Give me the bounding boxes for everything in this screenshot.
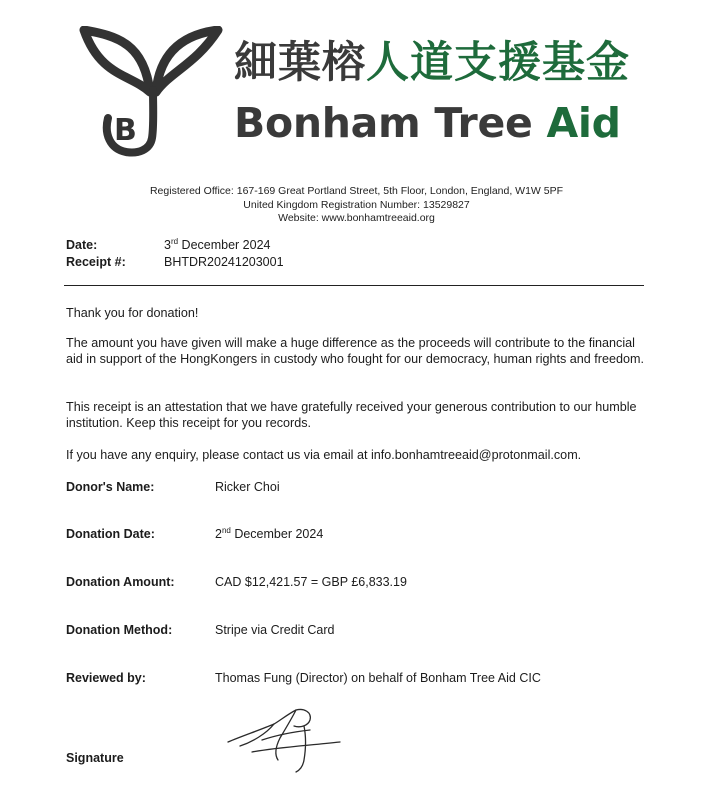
website: Website: www.bonhamtreeaid.org xyxy=(278,212,435,224)
divider xyxy=(64,285,644,286)
receipt-date-label: Date: xyxy=(66,238,98,252)
registration-info xyxy=(0,185,713,226)
reviewed-by-value: Thomas Fung (Director) on behalf of Bonham Tree Aid CIC xyxy=(215,671,541,685)
receipt-number-row xyxy=(66,255,284,270)
receipt-date-row xyxy=(66,238,271,253)
signature-label: Signature xyxy=(66,751,124,765)
impact-paragraph: The amount you have given will make a huge difference as the proceeds will contribute to the financial aid in support of the HongKongers in custody who fought for our democracy, human rights and freedom. xyxy=(66,336,645,367)
reviewed-by-label: Reviewed by: xyxy=(66,671,146,685)
donation-method-label: Donation Method: xyxy=(66,623,173,637)
org-name-chinese xyxy=(234,38,630,88)
thanks-text: Thank you for donation! xyxy=(66,306,199,320)
org-name-english xyxy=(234,99,621,147)
attestation-paragraph: This receipt is an attestation that we have gratefully received your generous contribution to our humble institution. Keep this receipt for you records. xyxy=(66,400,637,431)
org-name-english-part2: Aid xyxy=(546,99,621,147)
donation-amount-value: CAD $12,421.57 = GBP £6,833.19 xyxy=(215,575,407,589)
sprouting-tree-b-icon xyxy=(78,26,228,160)
donation-date-value: 2nd December 2024 xyxy=(215,525,324,541)
receipt-number-label: Receipt #: xyxy=(66,255,126,269)
svg-text:B: B xyxy=(114,113,137,148)
handwritten-signature-icon xyxy=(222,702,362,776)
org-name-chinese-part2: 人道支援基金 xyxy=(366,38,630,88)
donation-method-value: Stripe via Credit Card xyxy=(215,623,335,637)
enquiry-paragraph: If you have any enquiry, please contact us via email at info.bonhamtreeaid@protonmail.com. xyxy=(66,448,582,462)
donor-name-label: Donor's Name: xyxy=(66,480,155,494)
org-name-chinese-part1: 細葉榕 xyxy=(234,38,366,88)
receipt-date-value: 3rd December 2024 xyxy=(164,236,271,252)
donor-name-value: Ricker Choi xyxy=(215,480,280,494)
registered-office: Registered Office: 167-169 Great Portland Street, 5th Floor, London, England, W1W 5PF xyxy=(149,185,564,197)
registration-number: United Kingdom Registration Number: 13529827 xyxy=(243,198,470,211)
donation-date-label: Donation Date: xyxy=(66,527,155,541)
donation-amount-label: Donation Amount: xyxy=(66,575,175,589)
receipt-number-value: BHTDR20241203001 xyxy=(164,255,284,269)
org-name-english-part1: Bonham Tree xyxy=(234,99,533,147)
